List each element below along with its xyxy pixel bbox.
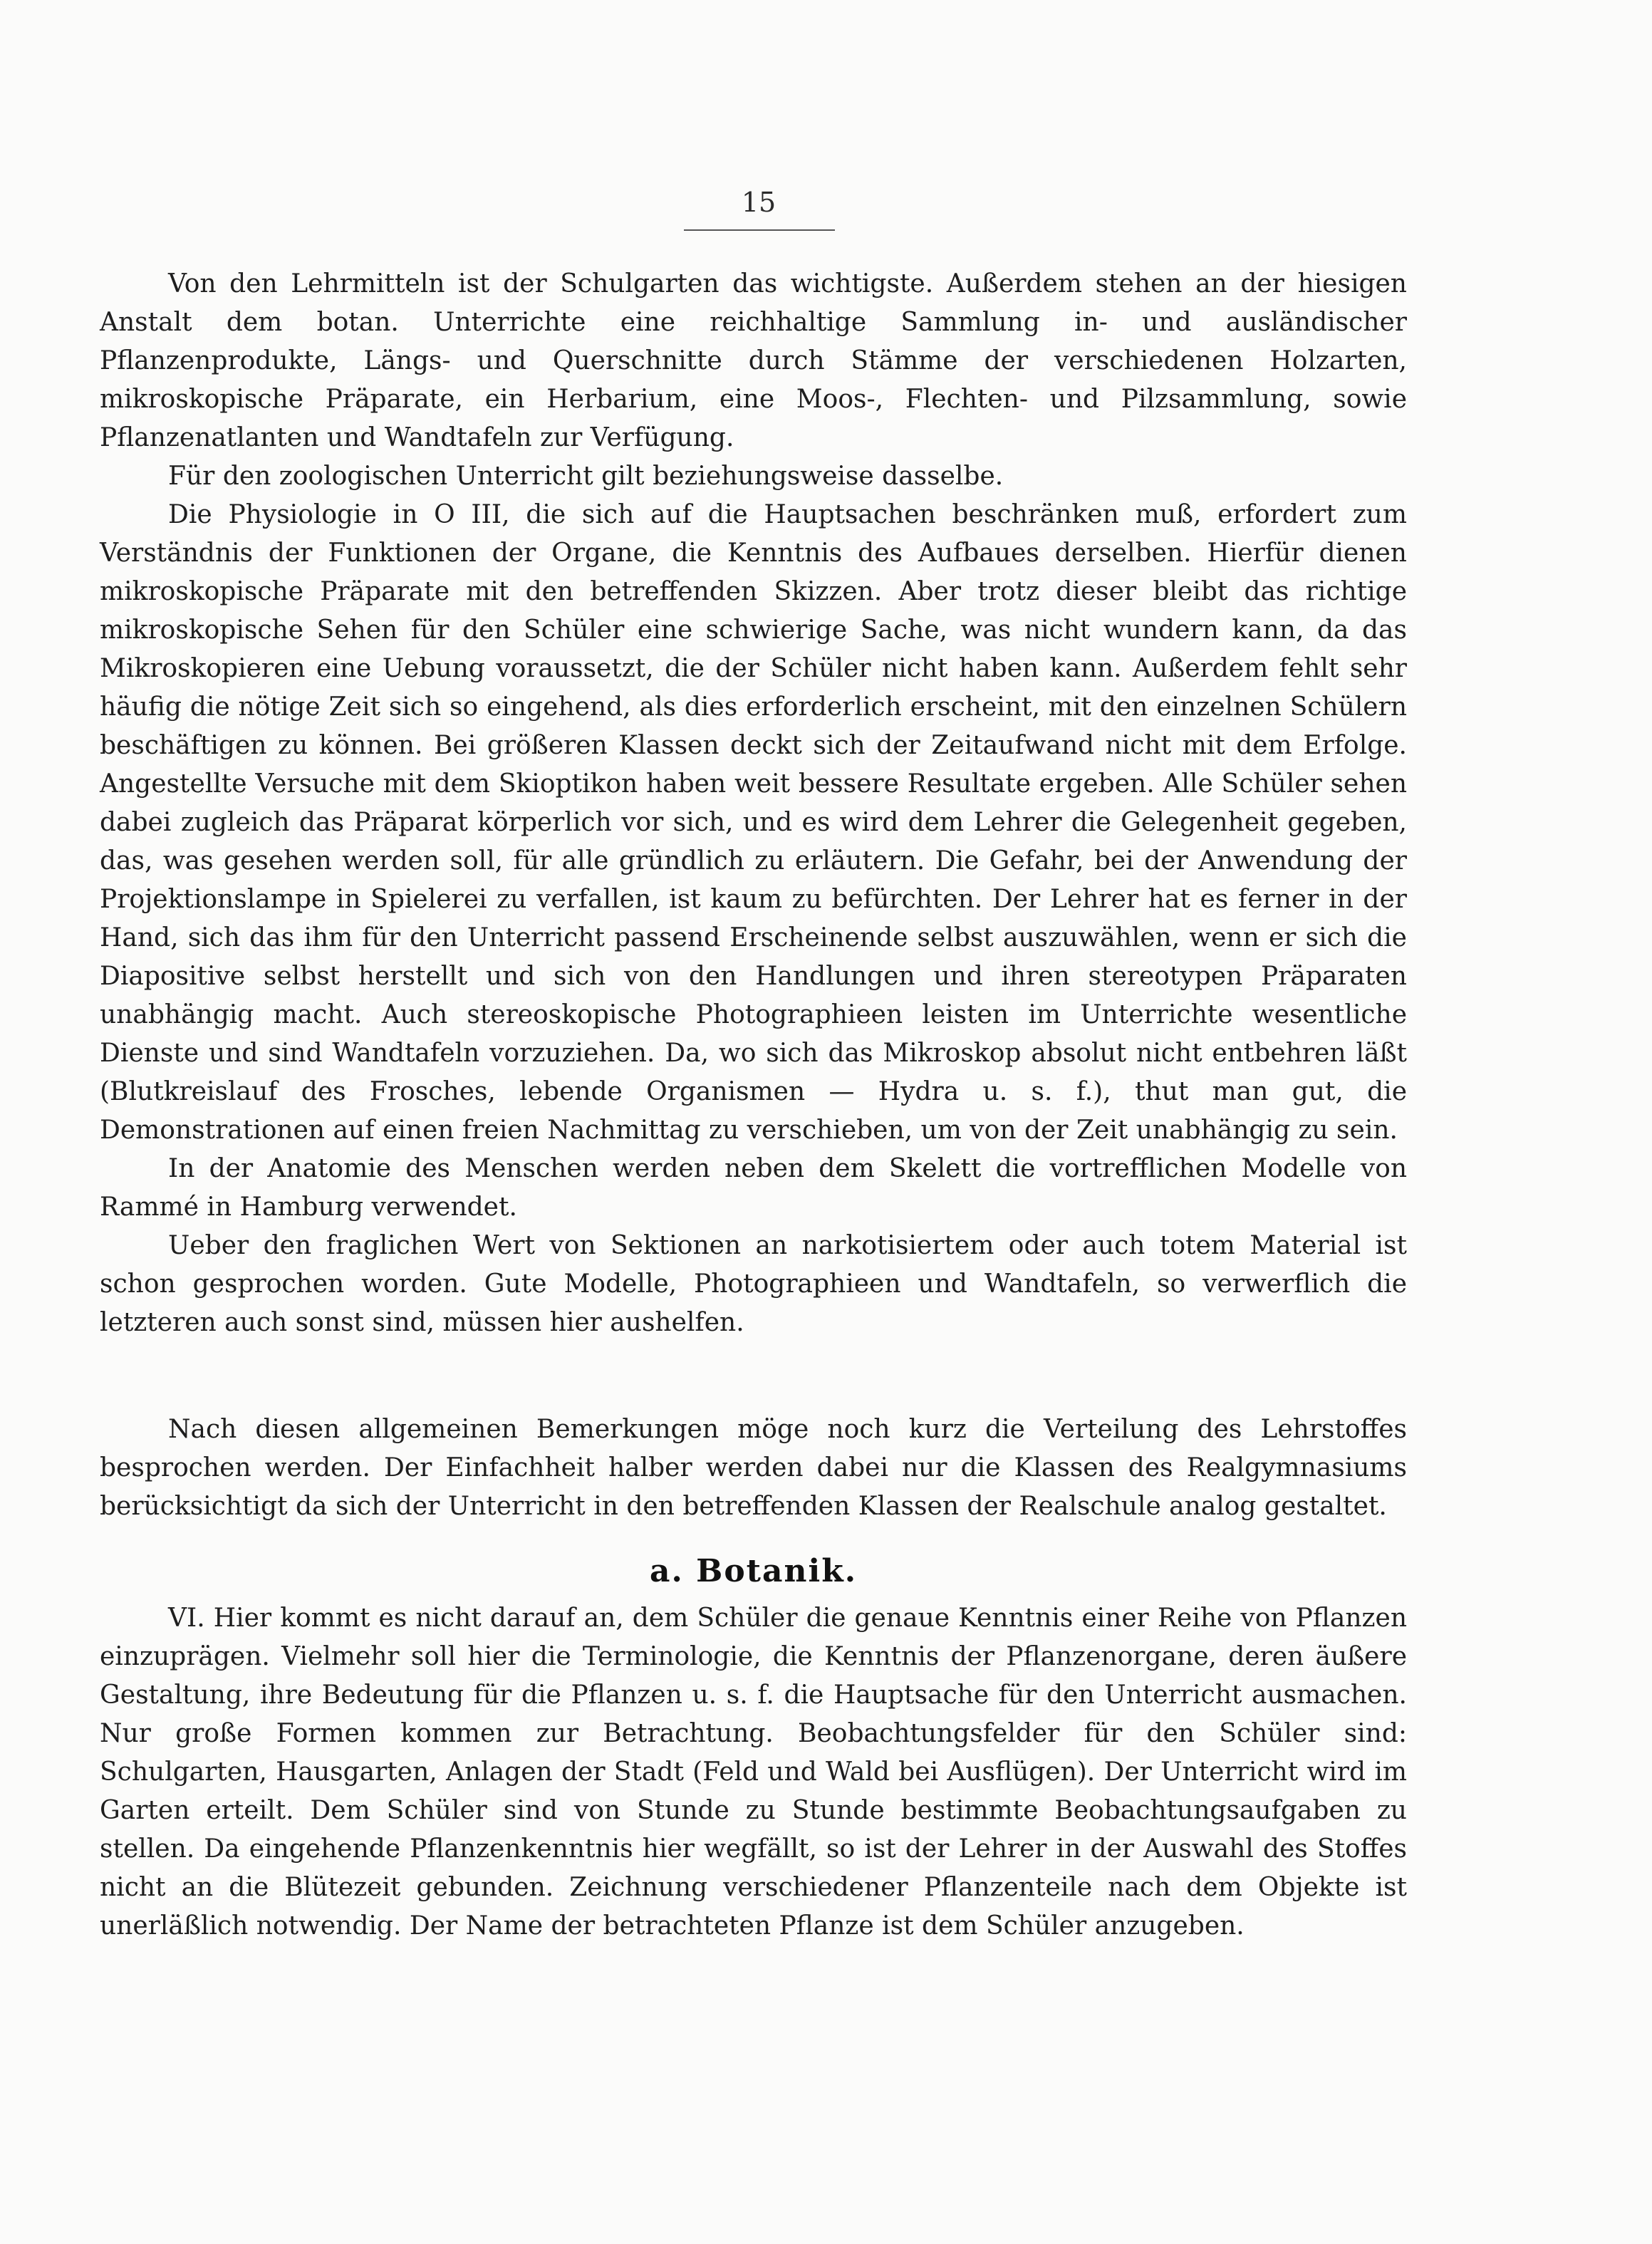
botanik-section (100, 1599, 1407, 1946)
paragraph-verteilung: Nach diesen allgemeinen Bemerkungen möge noch kurz die Verteilung des Lehrstoffes besprochen werden. Der Einfachheit halber werden dabei nur die Klassen des Realgymnasiums berücksichtigt da sich der Unterricht in den betreffenden Klassen der Realschule analog gestaltet. (100, 1415, 1407, 1521)
paragraph-zoologie: Für den zoologischen Unterricht gilt beziehungsweise dasselbe. (168, 462, 1004, 491)
teaching-aids-section (100, 265, 1407, 1342)
section-heading-botanik: a. Botanik. (649, 1553, 858, 1589)
page-number: 15 (741, 187, 776, 218)
paragraph-physiologie: Die Physiologie in O III, die sich auf die Hauptsachen beschränken muß, erfordert zum Verständnis der Funktionen der Organe, die Kenntnis des Aufbaues derselben. Hierfür dienen mikroskopische Präparate mit den betreffenden Skizzen. Aber trotz dieser bleibt das richtige mikroskopische Sehen für den Schüler eine schwierige Sache, was nicht wundern kann, da das Mikroskopieren eine Uebung voraussetzt, die der Schüler nicht haben kann. Außerdem fehlt sehr häufig die nötige Zeit sich so eingehend, als dies erforderlich erscheint, mit den einzelnen Schülern beschäftigen zu können. Bei größeren Klassen deckt sich der Zeitaufwand nicht mit dem Erfolge. Angestellte Versuche mit dem Skioptikon haben weit bessere Resultate ergeben. Alle Schüler sehen dabei zugleich das Präparat körperlich vor sich, und es wird dem Lehrer die Gelegenheit gegeben, das, was gesehen werden soll, für alle gründlich zu erläutern. Die Gefahr, bei der Anwendung der Projektionslampe in Spielerei zu verfallen, ist kaum zu befürchten. Der Lehrer hat es ferner in der Hand, sich das ihm für den Unterricht passend Erscheinende selbst auszuwählen, wenn er sich die Diapositive selbst herstellt und sich von den Handlungen und ihren stereotypen Präparaten unabhängig macht. Auch stereoskopische Photographieen leisten im Unterrichte wesentliche Dienste und sind Wandtafeln vorzuziehen. Da, wo sich das Mikroskop absolut nicht entbehren läßt (Blutkreislauf des Frosches, lebende Organismen — Hydra u. s. f.), thut man gut, die Demonstrationen auf einen freien Nachmittag zu verschieben, um von der Zeit unabhängig zu sein. (100, 500, 1407, 1145)
paragraph-klasse-vi: VI. Hier kommt es nicht darauf an, dem Schüler die genaue Kenntnis einer Reihe von Pflanzen einzuprägen. Vielmehr soll hier die Terminologie, die Kenntnis der Pflanzenorgane, deren äußere Gestaltung, ihre Bedeutung für die Pflanzen u. s. f. die Hauptsache für den Unterricht ausmachen. Nur große Formen kommen zur Betrachtung. Beobachtungsfelder für den Schüler sind: Schulgarten, Hausgarten, Anlagen der Stadt (Feld und Wald bei Ausflügen). Der Unterricht wird im Garten erteilt. Dem Schüler sind von Stunde zu Stunde bestimmte Beobachtungsaufgaben zu stellen. Da eingehende Pflanzenkenntnis hier wegfällt, so ist der Lehrer in der Auswahl des Stoffes nicht an die Blütezeit gebunden. Zeichnung verschiedener Pflanzenteile nach dem Objekte ist unerläßlich notwendig. Der Name der betrachteten Pflanze ist dem Schüler anzugeben. (100, 1604, 1407, 1941)
page-number-rule (684, 229, 835, 231)
paragraph-anatomie: In der Anatomie des Menschen werden neben dem Skelett die vortrefflichen Modelle von Rammé in Hamburg verwendet. (100, 1154, 1407, 1222)
paragraph-lehrmittel: Von den Lehrmitteln ist der Schulgarten das wichtigste. Außerdem stehen an der hiesigen Anstalt dem botan. Unterrichte eine reichhaltige Sammlung in- und ausländischer Pflanzenprodukte, Längs- und Querschnitte durch Stämme der verschiedenen Holzarten, mikroskopische Präparate, ein Herbarium, eine Moos-, Flechten- und Pilzsammlung, sowie Pflanzenatlanten und Wandtafeln zur Verfügung. (100, 269, 1407, 452)
paragraph-sektionen: Ueber den fraglichen Wert von Sektionen an narkotisiertem oder auch totem Material ist schon gesprochen worden. Gute Modelle, Photographieen und Wandtafeln, so verwerflich die letzteren auch sonst sind, müssen hier aushelfen. (100, 1231, 1407, 1337)
curriculum-intro-section (100, 1411, 1407, 1526)
